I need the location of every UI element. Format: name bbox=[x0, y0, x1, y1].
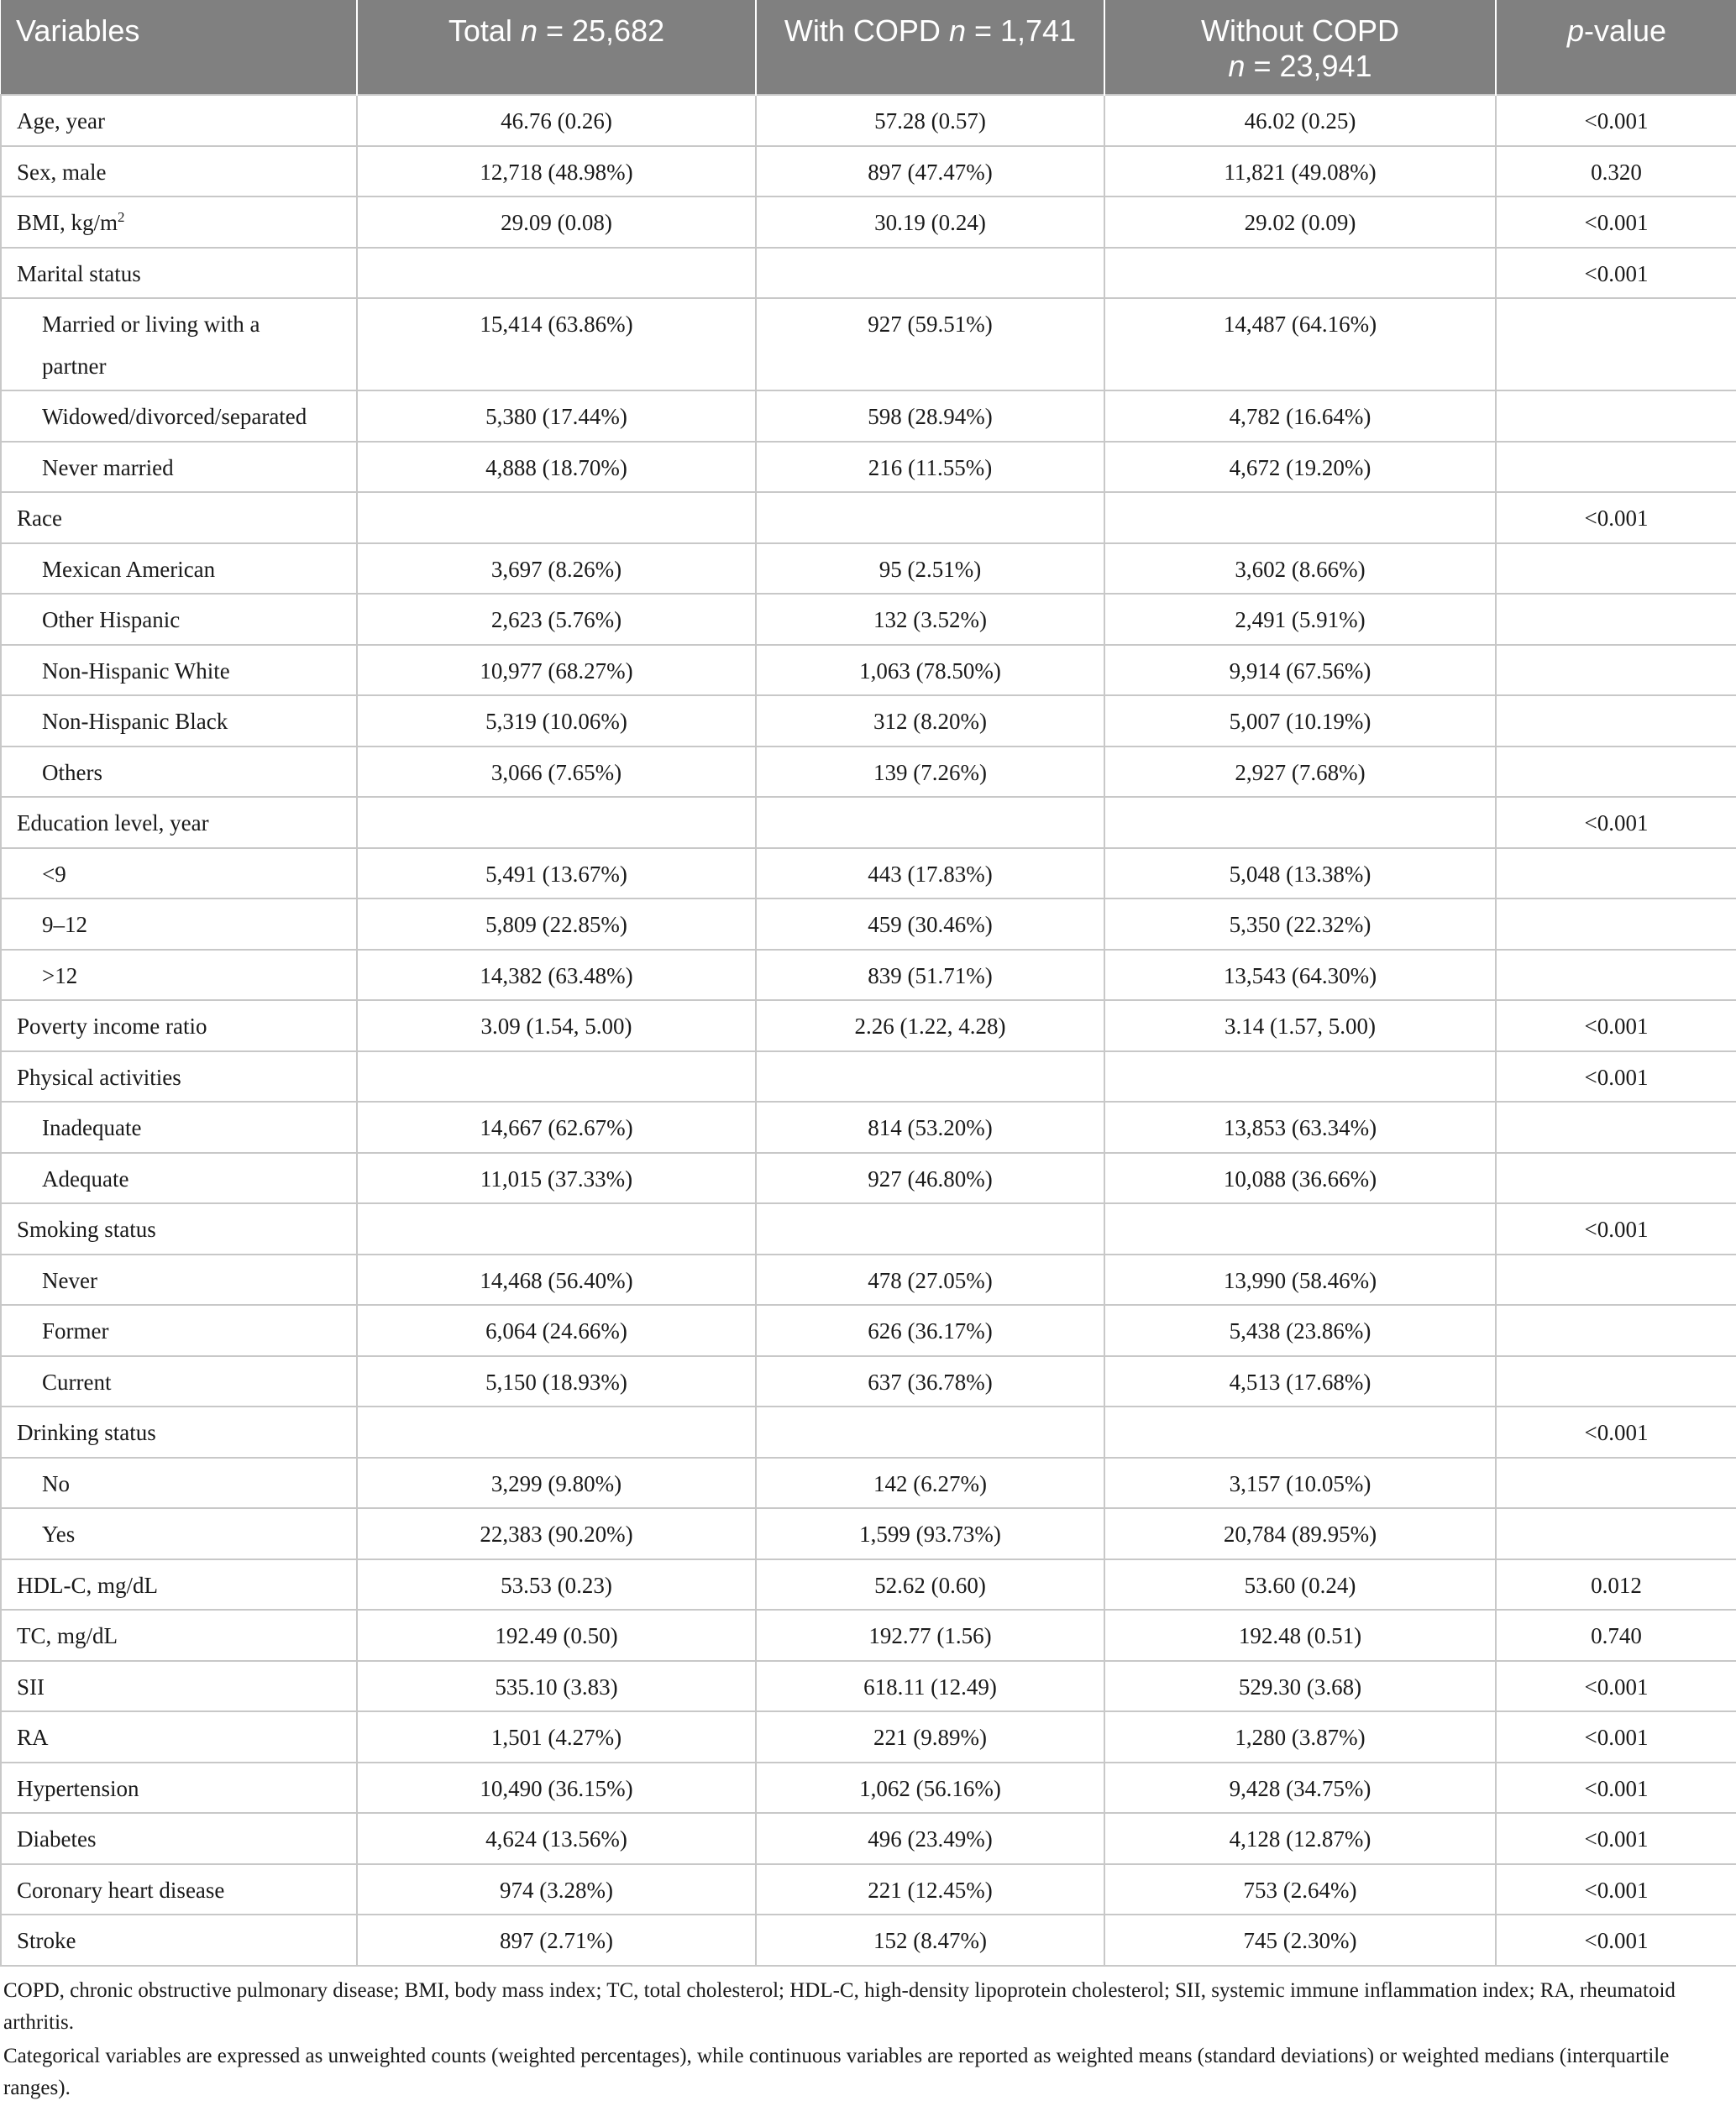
table-row bbox=[1, 1102, 1736, 1153]
without-copd-cell: 192.48 (0.51) bbox=[1104, 1610, 1496, 1661]
p-value-cell bbox=[1496, 1102, 1736, 1153]
total-cell: 5,491 (13.67%) bbox=[357, 848, 756, 899]
table-row bbox=[1, 1255, 1736, 1306]
table-row bbox=[1, 1661, 1736, 1712]
total-cell: 3,299 (9.80%) bbox=[357, 1458, 756, 1509]
table-row bbox=[1, 248, 1736, 299]
total-cell: 22,383 (90.20%) bbox=[357, 1508, 756, 1559]
row-label: Adequate bbox=[42, 1166, 129, 1192]
p-value-cell bbox=[1496, 594, 1736, 645]
row-label: RA bbox=[17, 1725, 49, 1750]
with-copd-cell: 221 (12.45%) bbox=[756, 1864, 1104, 1915]
total-cell bbox=[357, 492, 756, 543]
total-cell: 4,888 (18.70%) bbox=[357, 442, 756, 493]
row-label: Never married bbox=[42, 454, 174, 480]
row-label: Drinking status bbox=[17, 1420, 156, 1445]
row-label-cell bbox=[1, 1559, 357, 1611]
table-row bbox=[1, 1508, 1736, 1559]
with-copd-cell bbox=[756, 248, 1104, 299]
without-copd-cell: 13,543 (64.30%) bbox=[1104, 950, 1496, 1001]
without-copd-cell: 20,784 (89.95%) bbox=[1104, 1508, 1496, 1559]
row-label-cell bbox=[1, 797, 357, 848]
total-cell: 535.10 (3.83) bbox=[357, 1661, 756, 1712]
p-value-cell bbox=[1496, 1153, 1736, 1204]
row-label: Age, year bbox=[17, 108, 105, 134]
without-copd-cell: 13,990 (58.46%) bbox=[1104, 1255, 1496, 1306]
p-value-cell: 0.740 bbox=[1496, 1610, 1736, 1661]
total-cell: 2,623 (5.76%) bbox=[357, 594, 756, 645]
table-row bbox=[1, 492, 1736, 543]
without-copd-cell: 3.14 (1.57, 5.00) bbox=[1104, 1000, 1496, 1051]
p-value-cell: <0.001 bbox=[1496, 1711, 1736, 1763]
without-copd-cell: 4,128 (12.87%) bbox=[1104, 1813, 1496, 1864]
row-label-cell bbox=[1, 196, 357, 248]
row-label-cell bbox=[1, 298, 357, 390]
row-label-cell bbox=[1, 848, 357, 899]
with-copd-cell: 598 (28.94%) bbox=[756, 390, 1104, 442]
p-value-cell: <0.001 bbox=[1496, 1051, 1736, 1103]
p-value-cell bbox=[1496, 645, 1736, 696]
row-label-cell bbox=[1, 1915, 357, 1966]
row-label: Race bbox=[17, 506, 62, 531]
p-value-cell: <0.001 bbox=[1496, 1813, 1736, 1864]
p-value-cell: 0.320 bbox=[1496, 146, 1736, 197]
p-value-cell: <0.001 bbox=[1496, 1661, 1736, 1712]
total-cell: 11,015 (37.33%) bbox=[357, 1153, 756, 1204]
total-cell: 192.49 (0.50) bbox=[357, 1610, 756, 1661]
row-label: Former bbox=[42, 1318, 109, 1344]
row-label: Mexican American bbox=[42, 556, 216, 582]
row-label: Hypertension bbox=[17, 1775, 139, 1801]
table-row bbox=[1, 898, 1736, 950]
total-cell: 6,064 (24.66%) bbox=[357, 1305, 756, 1356]
with-copd-cell: 95 (2.51%) bbox=[756, 543, 1104, 595]
without-copd-cell: 13,853 (63.34%) bbox=[1104, 1102, 1496, 1153]
table-row bbox=[1, 1559, 1736, 1611]
with-copd-cell bbox=[756, 492, 1104, 543]
row-label: Poverty income ratio bbox=[17, 1014, 207, 1039]
table-row bbox=[1, 298, 1736, 390]
p-value-cell: <0.001 bbox=[1496, 1915, 1736, 1966]
table-row bbox=[1, 594, 1736, 645]
row-label-cell bbox=[1, 1610, 357, 1661]
without-copd-cell bbox=[1104, 797, 1496, 848]
table-row bbox=[1, 695, 1736, 747]
row-label-cell bbox=[1, 390, 357, 442]
total-cell: 4,624 (13.56%) bbox=[357, 1813, 756, 1864]
with-copd-cell: 478 (27.05%) bbox=[756, 1255, 1104, 1306]
table-row bbox=[1, 196, 1736, 248]
total-cell: 5,809 (22.85%) bbox=[357, 898, 756, 950]
p-value-cell: <0.001 bbox=[1496, 1000, 1736, 1051]
row-label: <9 bbox=[42, 861, 66, 887]
table-row bbox=[1, 797, 1736, 848]
row-label-cell bbox=[1, 594, 357, 645]
row-label: HDL-C, mg/dL bbox=[17, 1572, 158, 1598]
p-value-cell bbox=[1496, 898, 1736, 950]
without-copd-cell bbox=[1104, 248, 1496, 299]
table-footnotes bbox=[0, 1967, 1736, 2104]
with-copd-cell: 443 (17.83%) bbox=[756, 848, 1104, 899]
row-label: Physical activities bbox=[17, 1064, 181, 1090]
row-label: Others bbox=[42, 759, 102, 785]
total-cell: 46.76 (0.26) bbox=[357, 95, 756, 146]
table-row bbox=[1, 1407, 1736, 1458]
table-row bbox=[1, 390, 1736, 442]
table-header-row bbox=[1, 0, 1736, 95]
row-label: Education level, year bbox=[17, 810, 209, 836]
p-value-cell: 0.012 bbox=[1496, 1559, 1736, 1611]
without-copd-cell: 9,914 (67.56%) bbox=[1104, 645, 1496, 696]
total-cell bbox=[357, 1203, 756, 1255]
without-copd-cell: 4,672 (19.20%) bbox=[1104, 442, 1496, 493]
row-label-cell bbox=[1, 543, 357, 595]
without-copd-cell bbox=[1104, 1407, 1496, 1458]
p-value-cell: <0.001 bbox=[1496, 1407, 1736, 1458]
without-copd-cell: 9,428 (34.75%) bbox=[1104, 1763, 1496, 1814]
total-cell: 3.09 (1.54, 5.00) bbox=[357, 1000, 756, 1051]
with-copd-cell: 312 (8.20%) bbox=[756, 695, 1104, 747]
without-copd-cell: 753 (2.64%) bbox=[1104, 1864, 1496, 1915]
header-nocopd-value: = 23,941 bbox=[1245, 49, 1372, 83]
row-label-cell bbox=[1, 1051, 357, 1103]
row-label: Other Hispanic bbox=[42, 607, 181, 632]
row-label: >12 bbox=[42, 962, 78, 988]
header-total bbox=[357, 0, 756, 95]
total-cell: 1,501 (4.27%) bbox=[357, 1711, 756, 1763]
p-value-cell bbox=[1496, 298, 1736, 390]
without-copd-cell bbox=[1104, 492, 1496, 543]
with-copd-cell: 618.11 (12.49) bbox=[756, 1661, 1104, 1712]
p-value-cell bbox=[1496, 695, 1736, 747]
p-value-cell: <0.001 bbox=[1496, 1864, 1736, 1915]
total-cell: 14,382 (63.48%) bbox=[357, 950, 756, 1001]
row-label-cell bbox=[1, 1711, 357, 1763]
row-label: Never bbox=[42, 1267, 97, 1293]
with-copd-cell: 216 (11.55%) bbox=[756, 442, 1104, 493]
p-value-cell bbox=[1496, 747, 1736, 798]
with-copd-cell bbox=[756, 1407, 1104, 1458]
with-copd-cell: 927 (59.51%) bbox=[756, 298, 1104, 390]
row-label-cell bbox=[1, 146, 357, 197]
row-label-cell bbox=[1, 1864, 357, 1915]
row-label-cell bbox=[1, 1407, 357, 1458]
p-value-cell: <0.001 bbox=[1496, 1763, 1736, 1814]
without-copd-cell: 3,157 (10.05%) bbox=[1104, 1458, 1496, 1509]
header-p-rest: -value bbox=[1583, 13, 1667, 48]
header-copd-n: n bbox=[948, 13, 966, 48]
without-copd-cell: 1,280 (3.87%) bbox=[1104, 1711, 1496, 1763]
p-value-cell: <0.001 bbox=[1496, 248, 1736, 299]
row-label-cell bbox=[1, 95, 357, 146]
without-copd-cell bbox=[1104, 1051, 1496, 1103]
row-label-cell bbox=[1, 1102, 357, 1153]
row-label: SII bbox=[17, 1674, 45, 1700]
total-cell: 3,697 (8.26%) bbox=[357, 543, 756, 595]
without-copd-cell bbox=[1104, 1203, 1496, 1255]
p-value-cell: <0.001 bbox=[1496, 1203, 1736, 1255]
row-label: Marital status bbox=[17, 260, 141, 286]
with-copd-cell: 496 (23.49%) bbox=[756, 1813, 1104, 1864]
total-cell bbox=[357, 1407, 756, 1458]
row-label: Married or living with a partner bbox=[42, 312, 260, 379]
table-row bbox=[1, 1763, 1736, 1814]
without-copd-cell: 5,350 (22.32%) bbox=[1104, 898, 1496, 950]
table-row bbox=[1, 950, 1736, 1001]
without-copd-cell: 4,513 (17.68%) bbox=[1104, 1356, 1496, 1407]
table-row bbox=[1, 1813, 1736, 1864]
without-copd-cell: 5,438 (23.86%) bbox=[1104, 1305, 1496, 1356]
with-copd-cell: 142 (6.27%) bbox=[756, 1458, 1104, 1509]
row-label-cell bbox=[1, 1000, 357, 1051]
row-label: 9–12 bbox=[42, 912, 87, 937]
table-row bbox=[1, 1864, 1736, 1915]
table-row bbox=[1, 1305, 1736, 1356]
header-variables bbox=[1, 0, 357, 95]
header-p-italic: p bbox=[1566, 13, 1584, 48]
total-cell: 14,667 (62.67%) bbox=[357, 1102, 756, 1153]
table-row bbox=[1, 747, 1736, 798]
row-label-cell bbox=[1, 1153, 357, 1204]
row-label-cell bbox=[1, 1203, 357, 1255]
table-row bbox=[1, 543, 1736, 595]
row-label: Diabetes bbox=[17, 1826, 97, 1852]
p-value-cell: <0.001 bbox=[1496, 196, 1736, 248]
with-copd-cell: 459 (30.46%) bbox=[756, 898, 1104, 950]
total-cell: 53.53 (0.23) bbox=[357, 1559, 756, 1611]
header-total-value: = 25,682 bbox=[537, 13, 665, 48]
row-label-cell bbox=[1, 492, 357, 543]
without-copd-cell: 3,602 (8.66%) bbox=[1104, 543, 1496, 595]
with-copd-cell: 152 (8.47%) bbox=[756, 1915, 1104, 1966]
with-copd-cell: 637 (36.78%) bbox=[756, 1356, 1104, 1407]
footnote-abbreviations: COPD, chronic obstructive pulmonary disease; BMI, body mass index; TC, total cholesterol; HDL-C, high-density lipoprotein cholesterol; SII, systemic immune inflammation index; RA, rheumatoid arthritis. bbox=[3, 1978, 1676, 2034]
row-label-cell bbox=[1, 1356, 357, 1407]
total-cell: 5,150 (18.93%) bbox=[357, 1356, 756, 1407]
p-value-cell: <0.001 bbox=[1496, 492, 1736, 543]
p-value-cell: <0.001 bbox=[1496, 95, 1736, 146]
without-copd-cell: 11,821 (49.08%) bbox=[1104, 146, 1496, 197]
header-nocopd-label: Without COPD bbox=[1200, 13, 1400, 48]
p-value-cell: <0.001 bbox=[1496, 797, 1736, 848]
total-cell: 29.09 (0.08) bbox=[357, 196, 756, 248]
without-copd-cell: 53.60 (0.24) bbox=[1104, 1559, 1496, 1611]
table-row bbox=[1, 1203, 1736, 1255]
with-copd-cell: 57.28 (0.57) bbox=[756, 95, 1104, 146]
table-row bbox=[1, 848, 1736, 899]
without-copd-cell: 2,491 (5.91%) bbox=[1104, 594, 1496, 645]
table-row bbox=[1, 1610, 1736, 1661]
without-copd-cell: 5,048 (13.38%) bbox=[1104, 848, 1496, 899]
total-cell: 10,977 (68.27%) bbox=[357, 645, 756, 696]
header-p-value bbox=[1496, 0, 1736, 95]
with-copd-cell: 814 (53.20%) bbox=[756, 1102, 1104, 1153]
header-variables-label: Variables bbox=[16, 13, 140, 48]
with-copd-cell: 1,063 (78.50%) bbox=[756, 645, 1104, 696]
with-copd-cell: 839 (51.71%) bbox=[756, 950, 1104, 1001]
without-copd-cell: 4,782 (16.64%) bbox=[1104, 390, 1496, 442]
row-label-cell bbox=[1, 1458, 357, 1509]
row-label-cell bbox=[1, 1255, 357, 1306]
total-cell: 12,718 (48.98%) bbox=[357, 146, 756, 197]
p-value-cell bbox=[1496, 390, 1736, 442]
with-copd-cell: 927 (46.80%) bbox=[756, 1153, 1104, 1204]
header-copd-label: With COPD bbox=[784, 13, 941, 48]
with-copd-cell: 192.77 (1.56) bbox=[756, 1610, 1104, 1661]
p-value-cell bbox=[1496, 442, 1736, 493]
row-label-cell bbox=[1, 950, 357, 1001]
row-label-cell bbox=[1, 1508, 357, 1559]
table-row bbox=[1, 1153, 1736, 1204]
table-row bbox=[1, 1915, 1736, 1966]
table-row bbox=[1, 95, 1736, 146]
without-copd-cell: 745 (2.30%) bbox=[1104, 1915, 1496, 1966]
with-copd-cell: 139 (7.26%) bbox=[756, 747, 1104, 798]
row-label: Non-Hispanic White bbox=[42, 657, 230, 684]
with-copd-cell: 2.26 (1.22, 4.28) bbox=[756, 1000, 1104, 1051]
p-value-cell bbox=[1496, 1255, 1736, 1306]
with-copd-cell: 52.62 (0.60) bbox=[756, 1559, 1104, 1611]
with-copd-cell bbox=[756, 1051, 1104, 1103]
total-cell: 10,490 (36.15%) bbox=[357, 1763, 756, 1814]
table-body bbox=[1, 95, 1736, 1966]
table-row bbox=[1, 1000, 1736, 1051]
row-label: Widowed/divorced/separated bbox=[42, 404, 307, 429]
row-label-cell bbox=[1, 442, 357, 493]
row-label: No bbox=[42, 1470, 70, 1496]
total-cell: 14,468 (56.40%) bbox=[357, 1255, 756, 1306]
row-label-cell bbox=[1, 1763, 357, 1814]
header-without-copd bbox=[1104, 0, 1496, 95]
table-row bbox=[1, 1051, 1736, 1103]
table-row bbox=[1, 1458, 1736, 1509]
total-cell: 15,414 (63.86%) bbox=[357, 298, 756, 390]
total-cell: 5,380 (17.44%) bbox=[357, 390, 756, 442]
with-copd-cell: 30.19 (0.24) bbox=[756, 196, 1104, 248]
row-label: Inadequate bbox=[42, 1115, 142, 1140]
table-row bbox=[1, 645, 1736, 696]
table-row bbox=[1, 1356, 1736, 1407]
with-copd-cell: 897 (47.47%) bbox=[756, 146, 1104, 197]
with-copd-cell: 221 (9.89%) bbox=[756, 1711, 1104, 1763]
row-label: BMI, kg/m bbox=[17, 210, 118, 235]
header-total-n: n bbox=[520, 13, 538, 48]
without-copd-cell: 2,927 (7.68%) bbox=[1104, 747, 1496, 798]
footnote-methods: Categorical variables are expressed as unweighted counts (weighted percentages), while continuous variables are reported as weighted means (standard deviations) or weighted medians (interquartile ranges). bbox=[3, 2044, 1670, 2099]
without-copd-cell: 529.30 (3.68) bbox=[1104, 1661, 1496, 1712]
row-label-cell bbox=[1, 645, 357, 696]
row-label: Coronary heart disease bbox=[17, 1877, 225, 1903]
header-nocopd-n: n bbox=[1228, 49, 1246, 83]
row-label-cell bbox=[1, 1305, 357, 1356]
total-cell bbox=[357, 248, 756, 299]
total-cell: 897 (2.71%) bbox=[357, 1915, 756, 1966]
p-value-cell bbox=[1496, 1356, 1736, 1407]
row-label-cell bbox=[1, 1813, 357, 1864]
row-label-cell bbox=[1, 898, 357, 950]
row-label: Current bbox=[42, 1369, 112, 1395]
header-total-label: Total bbox=[448, 13, 512, 48]
total-cell bbox=[357, 797, 756, 848]
total-cell: 3,066 (7.65%) bbox=[357, 747, 756, 798]
row-label: Non-Hispanic Black bbox=[42, 709, 228, 734]
table-row bbox=[1, 442, 1736, 493]
with-copd-cell: 1,599 (93.73%) bbox=[756, 1508, 1104, 1559]
table-row bbox=[1, 146, 1736, 197]
without-copd-cell: 46.02 (0.25) bbox=[1104, 95, 1496, 146]
without-copd-cell: 29.02 (0.09) bbox=[1104, 196, 1496, 248]
row-label-cell bbox=[1, 747, 357, 798]
row-label-cell bbox=[1, 695, 357, 747]
row-label-cell bbox=[1, 248, 357, 299]
row-label: Smoking status bbox=[17, 1217, 156, 1242]
with-copd-cell: 1,062 (56.16%) bbox=[756, 1763, 1104, 1814]
p-value-cell bbox=[1496, 848, 1736, 899]
without-copd-cell: 14,487 (64.16%) bbox=[1104, 298, 1496, 390]
total-cell: 5,319 (10.06%) bbox=[357, 695, 756, 747]
with-copd-cell: 626 (36.17%) bbox=[756, 1305, 1104, 1356]
with-copd-cell bbox=[756, 797, 1104, 848]
with-copd-cell: 132 (3.52%) bbox=[756, 594, 1104, 645]
row-label: Stroke bbox=[17, 1928, 76, 1953]
row-label: TC, mg/dL bbox=[17, 1623, 118, 1648]
without-copd-cell: 10,088 (36.66%) bbox=[1104, 1153, 1496, 1204]
header-copd-value: = 1,741 bbox=[965, 13, 1077, 48]
row-label-superscript: 2 bbox=[118, 209, 125, 225]
row-label-cell bbox=[1, 1661, 357, 1712]
p-value-cell bbox=[1496, 543, 1736, 595]
p-value-cell bbox=[1496, 950, 1736, 1001]
total-cell bbox=[357, 1051, 756, 1103]
p-value-cell bbox=[1496, 1508, 1736, 1559]
with-copd-cell bbox=[756, 1203, 1104, 1255]
total-cell: 974 (3.28%) bbox=[357, 1864, 756, 1915]
p-value-cell bbox=[1496, 1305, 1736, 1356]
row-label: Yes bbox=[42, 1522, 76, 1547]
table-row bbox=[1, 1711, 1736, 1763]
row-label: Sex, male bbox=[17, 159, 107, 185]
header-with-copd bbox=[756, 0, 1104, 95]
without-copd-cell: 5,007 (10.19%) bbox=[1104, 695, 1496, 747]
p-value-cell bbox=[1496, 1458, 1736, 1509]
